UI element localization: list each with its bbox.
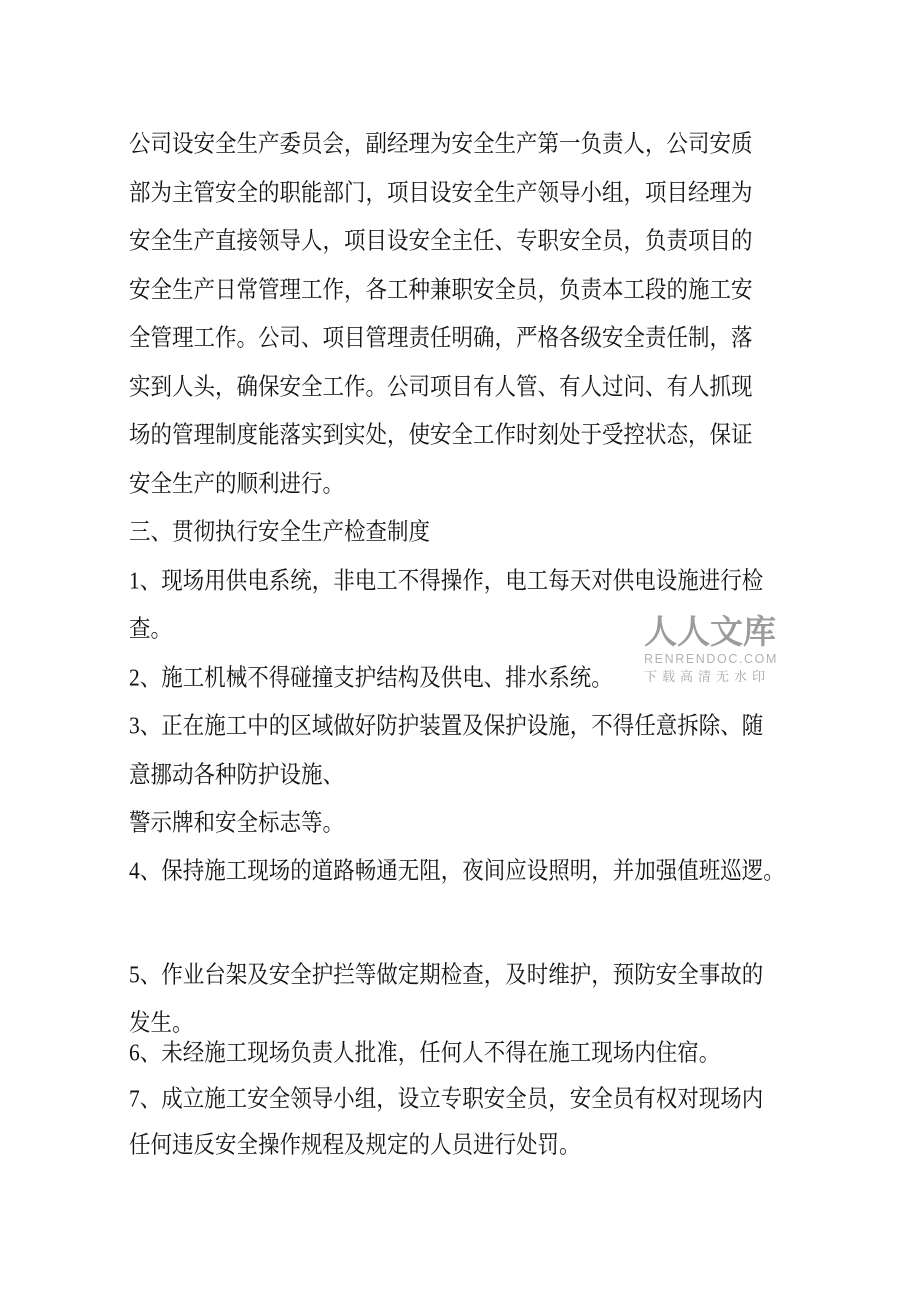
text-line: 场的管理制度能落实到实处，使安全工作时刻处于受控状态，保证 xyxy=(129,421,753,448)
text-line: 1、现场用供电系统，非电工不得操作，电工每天对供电设施进行检 xyxy=(129,567,764,594)
text-line: 2、施工机械不得碰撞支护结构及供电、排水系统。 xyxy=(129,664,613,691)
text-line: 发生。 xyxy=(129,1009,194,1036)
watermark xyxy=(644,616,804,684)
text-line: 实到人头，确保安全工作。公司项目有人管、有人过问、有人抓现 xyxy=(129,373,753,400)
text-line: 意挪动各种防护设施、 xyxy=(129,761,345,788)
text-line: 4、保持施工现场的道路畅通无阻，夜间应设照明，并加强值班巡逻。 xyxy=(129,857,785,884)
text-line: 安全生产的顺利进行。 xyxy=(129,470,345,497)
text-line: 6、未经施工现场负责人批准，任何人不得在施工现场内住宿。 xyxy=(129,1039,721,1066)
text-line: 警示牌和安全标志等。 xyxy=(129,809,345,836)
watermark-domain-text: RENRENDOC.COM xyxy=(644,652,778,666)
text-line: 查。 xyxy=(129,615,173,642)
watermark-logo-text: 人人文库 xyxy=(644,615,776,651)
text-line: 5、作业台架及安全护拦等做定期检查，及时维护，预防安全事故的 xyxy=(129,961,764,988)
text-line: 3、正在施工中的区域做好防护装置及保护设施，不得任意拆除、随 xyxy=(129,712,764,739)
text-line: 任何违反安全操作规程及规定的人员进行处罚。 xyxy=(129,1131,581,1158)
text-line: 全管理工作。公司、项目管理责任明确，严格各级安全责任制，落 xyxy=(129,324,753,351)
watermark-tagline: 下载高清无水印 xyxy=(644,669,771,684)
text-line: 7、成立施工安全领导小组，设立专职安全员，安全员有权对现场内 xyxy=(129,1085,764,1112)
text-line: 部为主管安全的职能部门，项目设安全生产领导小组，项目经理为 xyxy=(129,179,753,206)
text-line: 安全生产直接领导人，项目设安全主任、专职安全员，负责项目的 xyxy=(129,227,753,254)
text-line: 公司设安全生产委员会，副经理为安全生产第一负责人，公司安质 xyxy=(129,130,753,157)
text-line: 安全生产日常管理工作，各工种兼职安全员，负责本工段的施工安 xyxy=(129,276,753,303)
section-heading: 三、贯彻执行安全生产检查制度 xyxy=(129,518,431,545)
